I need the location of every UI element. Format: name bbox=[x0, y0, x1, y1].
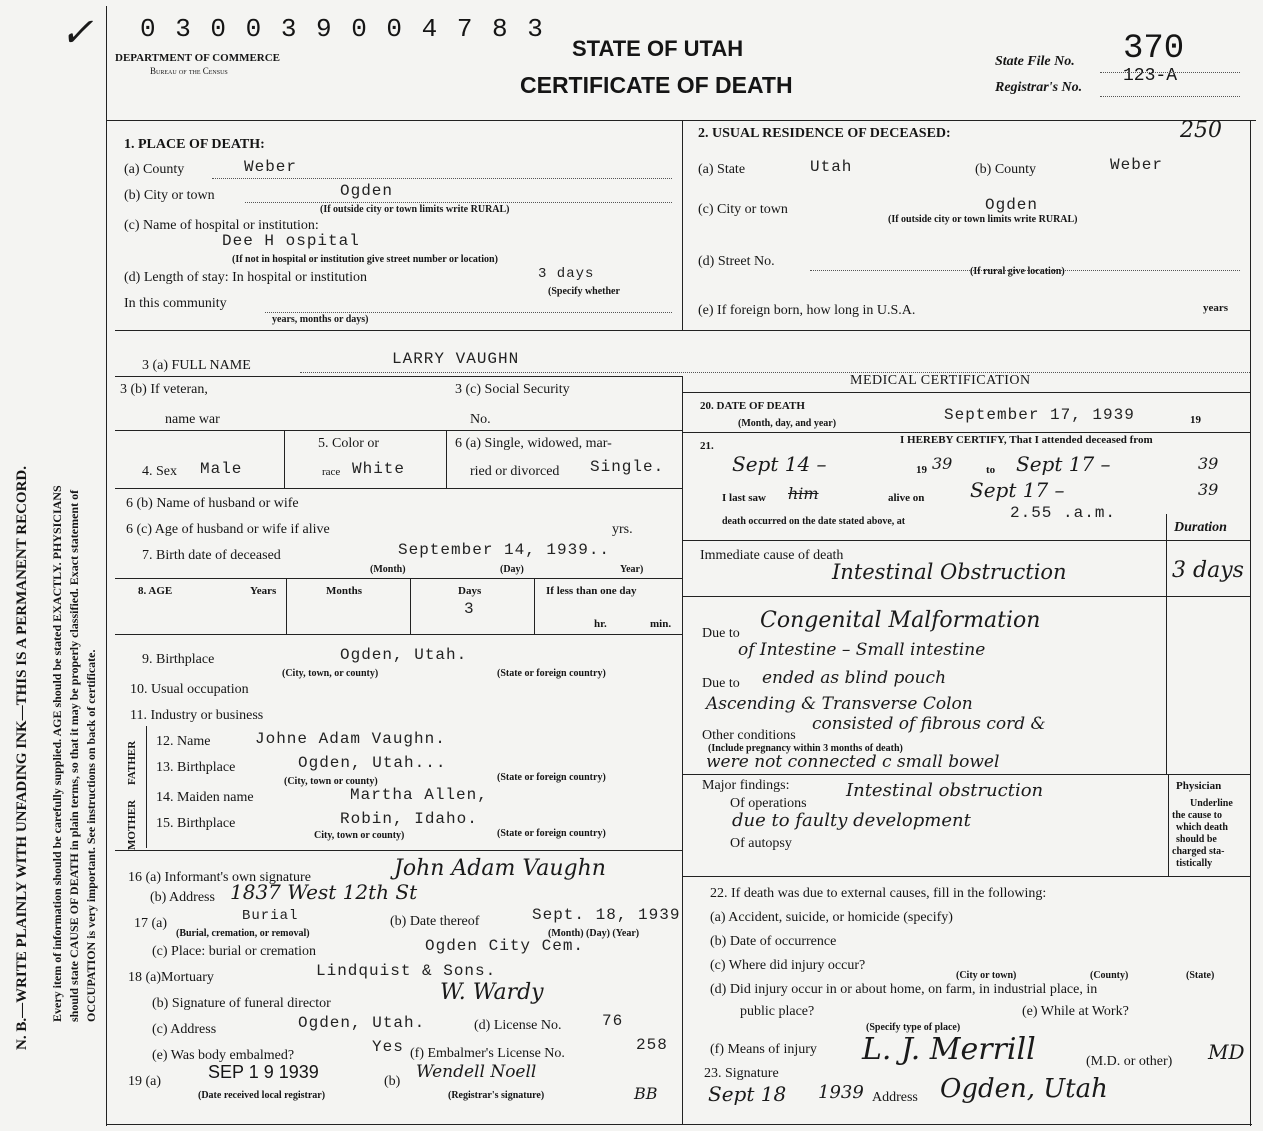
hr-label: hr. bbox=[594, 618, 607, 630]
res-city-value: Ogden bbox=[985, 196, 1039, 214]
external-e: (e) While at Work? bbox=[1022, 1004, 1129, 1019]
attended-to-year: 39 bbox=[1198, 454, 1219, 473]
age-label: 8. AGE bbox=[138, 585, 173, 597]
external-heading: 22. If death was due to external causes, fill in the following: bbox=[710, 886, 1047, 901]
due-to-2-a: ended as blind pouch bbox=[762, 668, 947, 688]
alive-on-label: alive on bbox=[888, 492, 925, 504]
registrar-no: 123-A bbox=[1123, 66, 1178, 86]
registrar-label: Registrar's No. bbox=[995, 80, 1083, 95]
street-label: (d) Street No. bbox=[698, 254, 775, 269]
mortuary-address-label: (c) Address bbox=[152, 1022, 217, 1037]
mother-bp-note: City, town or county) bbox=[314, 830, 405, 841]
color-label: 5. Color or bbox=[318, 436, 380, 451]
serial-number: 0 3 0 0 3 9 0 0 4 7 8 3 bbox=[140, 14, 545, 44]
registrar-signature: Wendell Noell bbox=[416, 1062, 537, 1082]
informant-address-label: (b) Address bbox=[150, 890, 215, 905]
side-note-line3: should state CAUSE OF DEATH in plain terms, so that it may be properly classified. Exact statement of bbox=[67, 489, 81, 1022]
birth-date-label: 7. Birth date of deceased bbox=[142, 548, 281, 563]
burial-note: (Burial, cremation, or removal) bbox=[176, 928, 310, 939]
external-f: (f) Means of injury bbox=[710, 1042, 817, 1057]
director-label: (b) Signature of funeral director bbox=[152, 996, 331, 1011]
year-note: Year) bbox=[620, 564, 644, 575]
death-occurred-label: death occurred on the date stated above, at bbox=[722, 516, 906, 527]
due-to-1-b: of Intestine – Small intestine bbox=[738, 640, 986, 660]
days-header: Days bbox=[458, 585, 482, 597]
physician-note-2: the cause to bbox=[1172, 810, 1222, 821]
father-bp-value: Ogden, Utah... bbox=[298, 754, 447, 772]
day-note: (Day) bbox=[500, 564, 524, 575]
father-bp-note: (City, town or county) bbox=[284, 776, 378, 787]
last-saw-him: him bbox=[788, 484, 819, 503]
city-label: (b) City or town bbox=[124, 188, 215, 203]
mother-side-label: MOTHER bbox=[126, 799, 138, 850]
informant-signature: John Adam Vaughn bbox=[394, 856, 606, 881]
death-date-label: 20. DATE OF DEATH bbox=[700, 400, 805, 412]
mortuary-address: Ogden, Utah. bbox=[298, 1014, 426, 1032]
burial-label: 17 (a) bbox=[134, 916, 168, 931]
birth-date-value: September 14, 1939.. bbox=[398, 541, 611, 559]
physician-label: Physician bbox=[1176, 780, 1222, 792]
attended-from-year: 39 bbox=[932, 454, 953, 473]
birthplace-value: Ogden, Utah. bbox=[340, 646, 468, 664]
race-label: race bbox=[322, 466, 341, 478]
res-state-label: (a) State bbox=[698, 162, 746, 177]
months-header: Months bbox=[326, 585, 363, 597]
res-county-label: (b) County bbox=[975, 162, 1037, 177]
to-label: to bbox=[986, 464, 996, 476]
external-county-note: (County) bbox=[1090, 970, 1129, 981]
page-title: CERTIFICATE OF DEATH bbox=[520, 72, 793, 98]
death-date-19: 19 bbox=[1190, 414, 1201, 426]
stay-value: 3 days bbox=[538, 266, 595, 282]
md-label: (M.D. or other) bbox=[1086, 1054, 1173, 1069]
certify-statement: I HEREBY CERTIFY, That I attended deceased from bbox=[900, 434, 1153, 446]
last-saw-label: I last saw bbox=[722, 492, 767, 504]
burial-date-label: (b) Date thereof bbox=[390, 914, 480, 929]
certify-number: 21. bbox=[700, 440, 714, 452]
external-b: (b) Date of occurrence bbox=[710, 934, 837, 949]
license-value: 76 bbox=[602, 1012, 624, 1030]
address-23-label: Address bbox=[872, 1090, 918, 1105]
hospital-note: (If not in hospital or institution give street number or location) bbox=[232, 254, 498, 265]
department: DEPARTMENT OF COMMERCE bbox=[115, 52, 281, 64]
mother-name-value: Martha Allen, bbox=[350, 786, 488, 804]
mother-name-label: 14. Maiden name bbox=[156, 790, 254, 805]
external-a: (a) Accident, suicide, or homicide (specify) bbox=[710, 910, 953, 925]
attended-from: Sept 14 – bbox=[732, 452, 827, 476]
signature-date: Sept 18 bbox=[708, 1082, 787, 1106]
md-handwritten: MD bbox=[1208, 1040, 1245, 1064]
place-of-death-heading: 1. PLACE OF DEATH: bbox=[124, 137, 265, 152]
death-date-value: September 17, 1939 bbox=[944, 406, 1135, 424]
checkmark-icon: ✓ bbox=[60, 10, 94, 56]
received-label: 19 (a) bbox=[128, 1074, 162, 1089]
registrar-sig-label: (b) bbox=[384, 1074, 401, 1089]
alive-on-year: 39 bbox=[1198, 480, 1219, 499]
father-bp-label: 13. Birthplace bbox=[156, 760, 236, 775]
sex-value: Male bbox=[200, 460, 243, 478]
autopsy-label: Of autopsy bbox=[730, 836, 792, 851]
received-note: (Date received local registrar) bbox=[198, 1090, 326, 1101]
ss-no: No. bbox=[470, 412, 491, 427]
from-19-label: 19 bbox=[916, 464, 927, 476]
res-state-value: Utah bbox=[810, 158, 853, 176]
received-stamp: SEP 1 9 1939 bbox=[208, 1062, 319, 1082]
res-county-value: Weber bbox=[1110, 156, 1164, 174]
res-city-label: (c) City or town bbox=[698, 202, 788, 217]
father-name-label: 12. Name bbox=[156, 734, 211, 749]
signature-23-label: 23. Signature bbox=[704, 1066, 779, 1081]
due-to-2-label: Due to bbox=[702, 676, 740, 691]
years-label: years bbox=[1203, 302, 1229, 314]
director-signature: W. Wardy bbox=[440, 980, 544, 1005]
medical-heading: MEDICAL CERTIFICATION bbox=[850, 373, 1031, 388]
birthplace-label: 9. Birthplace bbox=[142, 652, 215, 667]
external-city-note: (City or town) bbox=[956, 970, 1017, 981]
due-to-2-b: Ascending & Transverse Colon bbox=[706, 694, 973, 714]
mother-state-note: (State or foreign country) bbox=[497, 828, 606, 839]
other-conditions-note: (Include pregnancy within 3 months of death) bbox=[708, 743, 903, 754]
external-d: (d) Did injury occur in or about home, on farm, in industrial place, in bbox=[710, 982, 1098, 997]
due-to-1-a: Congenital Malformation bbox=[760, 608, 1041, 633]
death-time: 2.55 .a.m. bbox=[1010, 504, 1117, 522]
days-value: 3 bbox=[464, 600, 475, 618]
registrar-initials: BB bbox=[634, 1084, 658, 1103]
license-label: (d) License No. bbox=[474, 1018, 562, 1033]
immediate-duration: 3 days bbox=[1172, 558, 1244, 583]
address-23: Ogden, Utah bbox=[940, 1074, 1108, 1104]
spouse-age-label: 6 (c) Age of husband or wife if alive bbox=[126, 522, 330, 537]
external-c: (c) Where did injury occur? bbox=[710, 958, 866, 973]
informant-address: 1837 West 12th St bbox=[230, 880, 418, 904]
yrs-label: yrs. bbox=[612, 522, 633, 537]
veteran-label: 3 (b) If veteran, bbox=[120, 382, 208, 397]
hospital-label: (c) Name of hospital or institution: bbox=[124, 218, 319, 233]
state-title: STATE OF UTAH bbox=[572, 36, 744, 61]
marital-label-2: ried or divorced bbox=[470, 464, 560, 479]
mdy-note: (Month) (Day) (Year) bbox=[548, 928, 640, 939]
county-value: Weber bbox=[244, 158, 298, 176]
physician-note-4: should be bbox=[1176, 834, 1217, 845]
mortuary-value: Lindquist & Sons. bbox=[316, 962, 497, 980]
street-note: (If rural give location) bbox=[970, 266, 1065, 277]
death-date-note: (Month, day, and year) bbox=[738, 418, 837, 429]
less-day-label: If less than one day bbox=[546, 585, 637, 597]
informant-sig-label: 16 (a) Informant's own signature bbox=[128, 870, 311, 885]
spouse-label: 6 (b) Name of husband or wife bbox=[126, 496, 299, 511]
alive-on-date: Sept 17 – bbox=[970, 478, 1065, 502]
side-note-main: N. B.—WRITE PLAINLY WITH UNFADING INK—THIS IS A PERMANENT RECORD. bbox=[14, 466, 30, 1050]
specify-place-note: (Specify type of place) bbox=[866, 1022, 961, 1033]
burial-value: Burial bbox=[242, 908, 299, 924]
full-name-value: LARRY VAUGHN bbox=[392, 350, 520, 368]
father-state-note: (State or foreign country) bbox=[497, 772, 606, 783]
occupation-label: 10. Usual occupation bbox=[130, 682, 249, 697]
city-note: (If outside city or town limits write RURAL) bbox=[320, 204, 510, 215]
state-file-label: State File No. bbox=[995, 54, 1075, 69]
mother-bp-value: Robin, Idaho. bbox=[340, 810, 478, 828]
state-foreign-note: (State or foreign country) bbox=[497, 668, 606, 679]
state-file-no: 370 bbox=[1123, 30, 1185, 68]
mortuary-label: 18 (a)Mortuary bbox=[128, 970, 214, 985]
min-label: min. bbox=[650, 618, 672, 630]
industry-label: 11. Industry or business bbox=[130, 708, 264, 723]
embalmed-label: (e) Was body embalmed? bbox=[152, 1048, 295, 1063]
full-name-label: 3 (a) FULL NAME bbox=[142, 358, 251, 373]
embalmer-label: (f) Embalmer's License No. bbox=[410, 1046, 565, 1061]
city-county-note: (City, town, or county) bbox=[282, 668, 379, 679]
due-to-3: consisted of fibrous cord & bbox=[812, 714, 1046, 734]
ss-label: 3 (c) Social Security bbox=[455, 382, 570, 397]
physician-signature: L. J. Merrill bbox=[862, 1032, 1036, 1067]
other-conditions: were not connected c small bowel bbox=[706, 752, 1000, 772]
external-state-note: (State) bbox=[1186, 970, 1215, 981]
side-note-line2: Every item of information should be carefully supplied. AGE should be stated EXACTLY. PHYSICIANS bbox=[50, 485, 64, 1022]
mother-bp-label: 15. Birthplace bbox=[156, 816, 236, 831]
stay-label: (d) Length of stay: In hospital or institution bbox=[124, 270, 368, 285]
duration-label: Duration bbox=[1174, 520, 1227, 535]
burial-place-label: (c) Place: burial or cremation bbox=[152, 944, 317, 959]
father-name-value: Johne Adam Vaughn. bbox=[255, 730, 446, 748]
community-label: In this community bbox=[124, 296, 227, 311]
due-to-1-label: Due to bbox=[702, 626, 740, 641]
month-note: (Month) bbox=[370, 564, 406, 575]
side-note-line4: OCCUPATION is very important. See instructions on back of certificate. bbox=[84, 649, 98, 1022]
specify-note: (Specify whether bbox=[548, 286, 620, 297]
external-d2: public place? bbox=[740, 1004, 815, 1019]
embalmer-value: 258 bbox=[636, 1036, 668, 1054]
city-value: Ogden bbox=[340, 182, 394, 200]
burial-place-value: Ogden City Cem. bbox=[425, 937, 585, 955]
res-city-note: (If outside city or town limits write RURAL) bbox=[888, 214, 1078, 225]
marital-value: Single. bbox=[590, 458, 665, 476]
war-label: name war bbox=[165, 412, 220, 427]
sex-label: 4. Sex bbox=[142, 464, 177, 479]
immediate-cause: Intestinal Obstruction bbox=[832, 560, 1067, 584]
residence-heading: 2. USUAL RESIDENCE OF DECEASED: bbox=[698, 126, 951, 141]
signature-year: 1939 bbox=[818, 1082, 864, 1103]
operations-b: due to faulty development bbox=[732, 810, 971, 831]
major-findings-label: Major findings: bbox=[702, 778, 790, 793]
father-side-label: FATHER bbox=[126, 740, 138, 785]
operations-label: Of operations bbox=[730, 796, 807, 811]
physician-note-1: Underline bbox=[1190, 798, 1233, 809]
marital-label: 6 (a) Single, widowed, mar- bbox=[455, 436, 612, 451]
years-note: years, months or days) bbox=[272, 314, 369, 325]
attended-to: Sept 17 – bbox=[1016, 452, 1111, 476]
physician-note-3: which death bbox=[1176, 822, 1228, 833]
embalmed-value: Yes bbox=[372, 1038, 404, 1056]
burial-date-value: Sept. 18, 1939 bbox=[532, 906, 681, 924]
county-label: (a) County bbox=[124, 162, 185, 177]
physician-note-6: tistically bbox=[1176, 858, 1213, 869]
operations-a: Intestinal obstruction bbox=[846, 780, 1044, 801]
years-header: Years bbox=[250, 585, 277, 597]
other-conditions-label: Other conditions bbox=[702, 728, 796, 743]
hospital-value: Dee H ospital bbox=[222, 232, 360, 250]
race-value: White bbox=[352, 460, 406, 478]
immediate-cause-label: Immediate cause of death bbox=[700, 548, 844, 563]
foreign-label: (e) If foreign born, how long in U.S.A. bbox=[698, 303, 916, 318]
registrar-note: (Registrar's signature) bbox=[448, 1090, 545, 1101]
bureau: Bureau of the Census bbox=[150, 66, 228, 76]
physician-note-5: charged sta- bbox=[1172, 846, 1225, 857]
residence-code: 250 bbox=[1180, 118, 1222, 143]
